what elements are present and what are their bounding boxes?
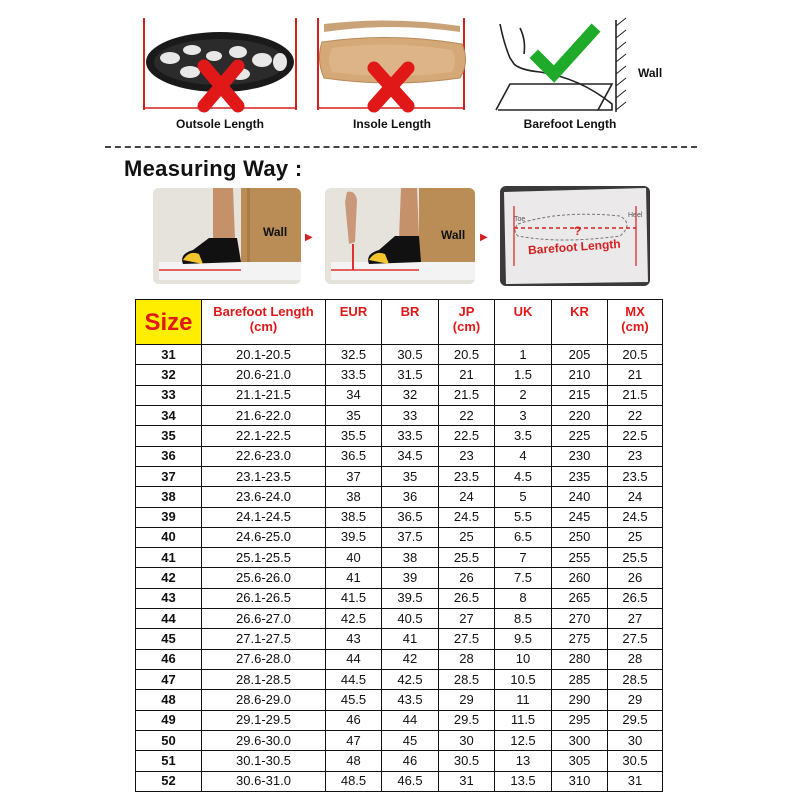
br-cell: 34.5 xyxy=(382,446,439,466)
mx-cell: 24.5 xyxy=(608,507,663,527)
step-stand-against-wall xyxy=(153,188,301,284)
uk-cell: 7 xyxy=(495,548,552,568)
jp-cell: 28 xyxy=(439,649,495,669)
eur-cell: 43 xyxy=(326,629,382,649)
table-row xyxy=(136,588,663,608)
size-cell: 48 xyxy=(136,690,202,710)
eur-cell: 37 xyxy=(326,466,382,486)
eur-cell: 45.5 xyxy=(326,690,382,710)
barefoot-length-cell: 20.1-20.5 xyxy=(202,345,326,365)
uk-cell: 10 xyxy=(495,649,552,669)
barefoot-length-cell: 29.6-30.0 xyxy=(202,730,326,750)
size-cell: 34 xyxy=(136,405,202,425)
barefoot-length-cell: 30.6-31.0 xyxy=(202,771,326,791)
uk-header: UK xyxy=(495,300,552,345)
mx-cell: 28.5 xyxy=(608,670,663,690)
br-header: BR xyxy=(382,300,439,345)
uk-cell: 12.5 xyxy=(495,730,552,750)
br-cell: 33.5 xyxy=(382,426,439,446)
barefoot-length-option xyxy=(480,14,680,138)
br-cell: 38 xyxy=(382,548,439,568)
mx-cell: 25.5 xyxy=(608,548,663,568)
barefoot-length-cell: 30.1-30.5 xyxy=(202,751,326,771)
barefoot-length-cell: 25.1-25.5 xyxy=(202,548,326,568)
table-row xyxy=(136,649,663,669)
barefoot-length-cell: 27.1-27.5 xyxy=(202,629,326,649)
barefoot-length-cell: 28.6-29.0 xyxy=(202,690,326,710)
table-row xyxy=(136,527,663,547)
mx-cell: 27.5 xyxy=(608,629,663,649)
size-cell: 49 xyxy=(136,710,202,730)
mx-header: MX (cm) xyxy=(608,300,663,345)
heel-label: Heel xyxy=(628,212,643,219)
uk-cell: 10.5 xyxy=(495,670,552,690)
br-cell: 37.5 xyxy=(382,527,439,547)
table-row xyxy=(136,751,663,771)
barefoot-check-icon xyxy=(480,14,680,114)
jp-header: JP (cm) xyxy=(439,300,495,345)
barefoot-length-cell: 21.6-22.0 xyxy=(202,405,326,425)
jp-cell: 31 xyxy=(439,771,495,791)
arrow-right-icon: ▶ xyxy=(305,232,313,243)
br-cell: 41 xyxy=(382,629,439,649)
size-chart-table xyxy=(135,299,663,792)
kr-cell: 285 xyxy=(552,670,608,690)
jp-cell: 29.5 xyxy=(439,710,495,730)
mx-cell: 24 xyxy=(608,487,663,507)
kr-cell: 255 xyxy=(552,548,608,568)
size-cell: 44 xyxy=(136,609,202,629)
mx-cell: 23 xyxy=(608,446,663,466)
barefoot-length-cell: 22.6-23.0 xyxy=(202,446,326,466)
mx-cell: 25 xyxy=(608,527,663,547)
size-cell: 31 xyxy=(136,345,202,365)
table-row xyxy=(136,345,663,365)
kr-cell: 230 xyxy=(552,446,608,466)
uk-cell: 8.5 xyxy=(495,609,552,629)
br-cell: 46 xyxy=(382,751,439,771)
eur-cell: 35 xyxy=(326,405,382,425)
uk-cell: 1.5 xyxy=(495,365,552,385)
size-cell: 35 xyxy=(136,426,202,446)
measuring-way-title: Measuring Way : xyxy=(124,156,303,181)
table-row xyxy=(136,365,663,385)
jp-cell: 26 xyxy=(439,568,495,588)
insole-cross-icon xyxy=(312,14,472,114)
barefoot-length-cell: 27.6-28.0 xyxy=(202,649,326,669)
jp-cell: 24 xyxy=(439,487,495,507)
br-cell: 35 xyxy=(382,466,439,486)
eur-cell: 36.5 xyxy=(326,446,382,466)
jp-cell: 30 xyxy=(439,730,495,750)
mx-cell: 29.5 xyxy=(608,710,663,730)
kr-cell: 205 xyxy=(552,345,608,365)
jp-cell: 21 xyxy=(439,365,495,385)
barefoot-length-header: Barefoot Length (cm) xyxy=(202,300,326,345)
outsole-length-option xyxy=(140,14,300,138)
br-cell: 30.5 xyxy=(382,345,439,365)
eur-cell: 38.5 xyxy=(326,507,382,527)
uk-cell: 4.5 xyxy=(495,466,552,486)
kr-cell: 240 xyxy=(552,487,608,507)
eur-cell: 38 xyxy=(326,487,382,507)
size-cell: 42 xyxy=(136,568,202,588)
shoe-outsole-cross-icon xyxy=(140,14,300,114)
br-cell: 44 xyxy=(382,710,439,730)
mx-cell: 28 xyxy=(608,649,663,669)
question-mark: ? xyxy=(574,224,582,238)
kr-cell: 280 xyxy=(552,649,608,669)
wall-label: Wall xyxy=(638,66,663,80)
kr-cell: 220 xyxy=(552,405,608,425)
barefoot-length-cell: 25.6-26.0 xyxy=(202,568,326,588)
uk-cell: 3.5 xyxy=(495,426,552,446)
table-row xyxy=(136,548,663,568)
kr-cell: 235 xyxy=(552,466,608,486)
br-cell: 39 xyxy=(382,568,439,588)
mx-cell: 21.5 xyxy=(608,385,663,405)
mx-cell: 22.5 xyxy=(608,426,663,446)
table-row xyxy=(136,609,663,629)
barefoot-length-cell: 26.1-26.5 xyxy=(202,588,326,608)
eur-cell: 40 xyxy=(326,548,382,568)
br-cell: 32 xyxy=(382,385,439,405)
br-cell: 43.5 xyxy=(382,690,439,710)
kr-cell: 265 xyxy=(552,588,608,608)
uk-cell: 13 xyxy=(495,751,552,771)
size-cell: 46 xyxy=(136,649,202,669)
size-cell: 33 xyxy=(136,385,202,405)
uk-cell: 2 xyxy=(495,385,552,405)
size-cell: 50 xyxy=(136,730,202,750)
size-cell: 36 xyxy=(136,446,202,466)
uk-cell: 9.5 xyxy=(495,629,552,649)
uk-cell: 4 xyxy=(495,446,552,466)
table-row xyxy=(136,690,663,710)
table-row xyxy=(136,710,663,730)
kr-cell: 300 xyxy=(552,730,608,750)
barefoot-length-cell: 23.1-23.5 xyxy=(202,466,326,486)
barefoot-length-cell: 20.6-21.0 xyxy=(202,365,326,385)
barefoot-length-cell: 28.1-28.5 xyxy=(202,670,326,690)
kr-cell: 215 xyxy=(552,385,608,405)
kr-header: KR xyxy=(552,300,608,345)
table-row xyxy=(136,426,663,446)
kr-cell: 310 xyxy=(552,771,608,791)
table-row xyxy=(136,670,663,690)
uk-cell: 3 xyxy=(495,405,552,425)
br-cell: 39.5 xyxy=(382,588,439,608)
jp-cell: 27 xyxy=(439,609,495,629)
uk-cell: 13.5 xyxy=(495,771,552,791)
jp-cell: 26.5 xyxy=(439,588,495,608)
eur-cell: 34 xyxy=(326,385,382,405)
br-cell: 42.5 xyxy=(382,670,439,690)
jp-cell: 28.5 xyxy=(439,670,495,690)
table-row xyxy=(136,487,663,507)
eur-cell: 32.5 xyxy=(326,345,382,365)
size-cell: 38 xyxy=(136,487,202,507)
table-row xyxy=(136,507,663,527)
table-row xyxy=(136,771,663,791)
barefoot-length-cell: 24.6-25.0 xyxy=(202,527,326,547)
eur-cell: 44.5 xyxy=(326,670,382,690)
jp-cell: 24.5 xyxy=(439,507,495,527)
size-chart-body xyxy=(136,345,663,792)
mx-cell: 29 xyxy=(608,690,663,710)
kr-cell: 295 xyxy=(552,710,608,730)
kr-cell: 250 xyxy=(552,527,608,547)
mx-cell: 26 xyxy=(608,568,663,588)
size-cell: 43 xyxy=(136,588,202,608)
table-row xyxy=(136,466,663,486)
kr-cell: 225 xyxy=(552,426,608,446)
jp-cell: 25.5 xyxy=(439,548,495,568)
br-cell: 31.5 xyxy=(382,365,439,385)
uk-cell: 5.5 xyxy=(495,507,552,527)
br-cell: 36.5 xyxy=(382,507,439,527)
barefoot-length-cell: 21.1-21.5 xyxy=(202,385,326,405)
insole-length-label: Insole Length xyxy=(353,117,431,131)
eur-cell: 33.5 xyxy=(326,365,382,385)
size-cell: 39 xyxy=(136,507,202,527)
outsole-length-label: Outsole Length xyxy=(176,117,264,131)
mx-cell: 31 xyxy=(608,771,663,791)
br-cell: 36 xyxy=(382,487,439,507)
wall-label: Wall xyxy=(263,225,288,239)
mx-cell: 30 xyxy=(608,730,663,750)
wall-label: Wall xyxy=(441,228,466,242)
size-cell: 52 xyxy=(136,771,202,791)
eur-cell: 47 xyxy=(326,730,382,750)
jp-cell: 23 xyxy=(439,446,495,466)
uk-cell: 11 xyxy=(495,690,552,710)
jp-cell: 22.5 xyxy=(439,426,495,446)
barefoot-length-paper-label: Barefoot Length xyxy=(527,236,622,258)
jp-cell: 22 xyxy=(439,405,495,425)
barefoot-length-cell: 29.1-29.5 xyxy=(202,710,326,730)
kr-cell: 275 xyxy=(552,629,608,649)
toe-label: Toe xyxy=(514,216,526,223)
br-cell: 45 xyxy=(382,730,439,750)
barefoot-length-cell: 23.6-24.0 xyxy=(202,487,326,507)
uk-cell: 6.5 xyxy=(495,527,552,547)
size-cell: 41 xyxy=(136,548,202,568)
jp-cell: 23.5 xyxy=(439,466,495,486)
eur-cell: 41 xyxy=(326,568,382,588)
jp-cell: 25 xyxy=(439,527,495,547)
size-cell: 47 xyxy=(136,670,202,690)
table-header-row xyxy=(136,300,663,345)
eur-cell: 39.5 xyxy=(326,527,382,547)
insole-length-option xyxy=(312,14,472,138)
step-measure-paper xyxy=(500,186,650,286)
barefoot-length-label: Barefoot Length xyxy=(523,117,617,131)
br-cell: 46.5 xyxy=(382,771,439,791)
kr-cell: 290 xyxy=(552,690,608,710)
arrow-right-icon: ▶ xyxy=(480,232,488,243)
br-cell: 33 xyxy=(382,405,439,425)
table-row xyxy=(136,446,663,466)
eur-cell: 44 xyxy=(326,649,382,669)
barefoot-length-cell: 24.1-24.5 xyxy=(202,507,326,527)
mx-cell: 27 xyxy=(608,609,663,629)
jp-cell: 20.5 xyxy=(439,345,495,365)
size-cell: 45 xyxy=(136,629,202,649)
br-cell: 42 xyxy=(382,649,439,669)
kr-cell: 245 xyxy=(552,507,608,527)
table-row xyxy=(136,629,663,649)
table-row xyxy=(136,730,663,750)
mx-cell: 22 xyxy=(608,405,663,425)
size-cell: 37 xyxy=(136,466,202,486)
kr-cell: 260 xyxy=(552,568,608,588)
jp-cell: 27.5 xyxy=(439,629,495,649)
barefoot-length-cell: 26.6-27.0 xyxy=(202,609,326,629)
eur-header: EUR xyxy=(326,300,382,345)
kr-cell: 210 xyxy=(552,365,608,385)
uk-cell: 11.5 xyxy=(495,710,552,730)
mx-cell: 30.5 xyxy=(608,751,663,771)
size-cell: 51 xyxy=(136,751,202,771)
eur-cell: 48 xyxy=(326,751,382,771)
uk-cell: 1 xyxy=(495,345,552,365)
uk-cell: 7.5 xyxy=(495,568,552,588)
mx-cell: 20.5 xyxy=(608,345,663,365)
uk-cell: 8 xyxy=(495,588,552,608)
jp-cell: 21.5 xyxy=(439,385,495,405)
br-cell: 40.5 xyxy=(382,609,439,629)
mx-cell: 21 xyxy=(608,365,663,385)
eur-cell: 35.5 xyxy=(326,426,382,446)
eur-cell: 42.5 xyxy=(326,609,382,629)
table-row xyxy=(136,568,663,588)
mx-cell: 23.5 xyxy=(608,466,663,486)
step-mark-toe xyxy=(325,188,475,284)
section-divider xyxy=(105,146,697,148)
size-cell: 40 xyxy=(136,527,202,547)
jp-cell: 29 xyxy=(439,690,495,710)
kr-cell: 270 xyxy=(552,609,608,629)
eur-cell: 41.5 xyxy=(326,588,382,608)
kr-cell: 305 xyxy=(552,751,608,771)
size-header: Size xyxy=(136,300,202,345)
mx-cell: 26.5 xyxy=(608,588,663,608)
eur-cell: 46 xyxy=(326,710,382,730)
table-row xyxy=(136,405,663,425)
uk-cell: 5 xyxy=(495,487,552,507)
eur-cell: 48.5 xyxy=(326,771,382,791)
table-row xyxy=(136,385,663,405)
size-cell: 32 xyxy=(136,365,202,385)
barefoot-length-cell: 22.1-22.5 xyxy=(202,426,326,446)
jp-cell: 30.5 xyxy=(439,751,495,771)
